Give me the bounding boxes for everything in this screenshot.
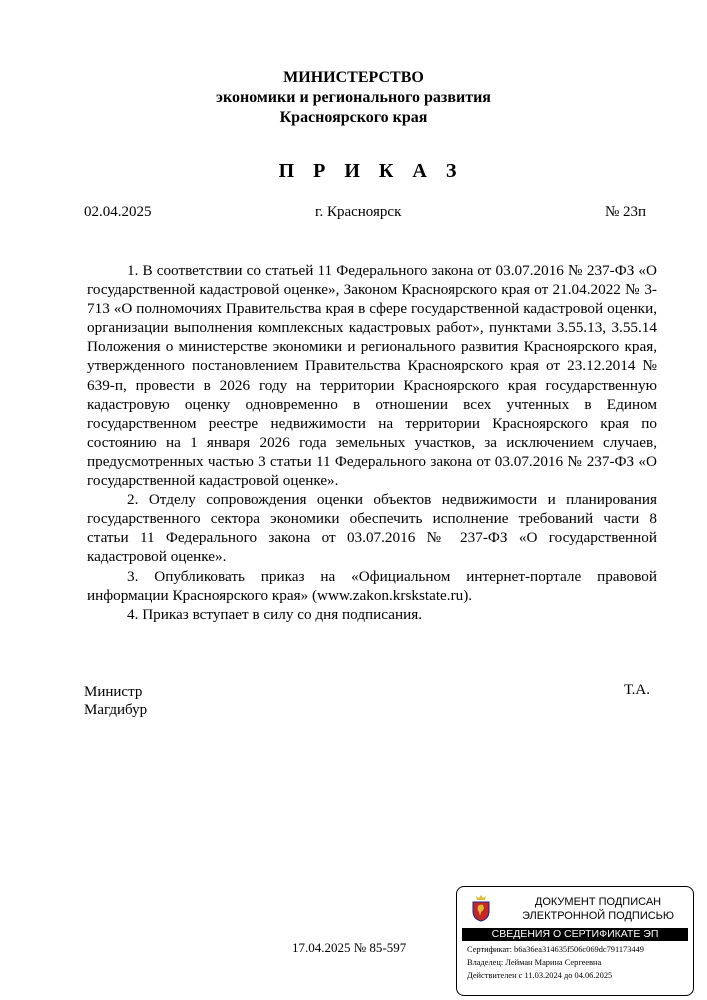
signer-title: Министр: [84, 684, 143, 700]
header-line-1: МИНИСТЕРСТВО: [283, 69, 424, 86]
signer-surname: Магдибур: [84, 702, 148, 718]
ministry-header: [0, 68, 707, 128]
header-line-2: экономики и регионального развития: [216, 89, 491, 106]
order-city: г. Красноярск: [315, 204, 402, 220]
order-number: № 23п: [605, 204, 647, 220]
stamp-title-line-1: ДОКУМЕНТ ПОДПИСАН: [534, 896, 662, 908]
stamp-title-line-2: ЭЛЕКТРОННОЙ ПОДПИСЬЮ: [521, 910, 675, 922]
order-body: [87, 261, 657, 624]
document-title: П Р И К А З: [278, 160, 464, 182]
electronic-signature-stamp: [456, 886, 694, 996]
paragraph-2: 2. Отделу сопровождения оценки объектов недвижимости и планирования государственного сектора экономики обеспечить исполнение требований части 8 статьи 11 Федерального закона от 03.07.2016 № 237-ФЗ «О государственной кадастровой оценке».: [87, 491, 657, 566]
paragraph-3: 3. Опубликовать приказ на «Официальном интернет-портале правовой информации Красноярского края» (www.zakon.krskstate.ru).: [87, 567, 657, 604]
stamp-certificate-header: СВЕДЕНИЯ О СЕРТИФИКАТЕ ЭП: [462, 928, 688, 941]
header-line-3: Красноярского края: [279, 109, 428, 126]
stamp-certificate: Сертификат: b6a36ea314635f506c069dc791173449: [467, 945, 644, 954]
stamp-owner: Владелец: Лейман Марина Сергеевна: [467, 958, 602, 967]
registration-number: 17.04.2025 № 85-597: [292, 940, 407, 955]
order-date: 02.04.2025: [84, 204, 152, 220]
stamp-validity: Действителен с 11.03.2024 до 04.06.2025: [467, 971, 613, 980]
krasnoyarsk-coat-of-arms-icon: [471, 894, 491, 922]
paragraph-1: 1. В соответствии со статьей 11 Федерального закона от 03.07.2016 № 237-ФЗ «О государственной кадастровой оценке», Законом Красноярского края от 21.04.2022 № 3-713 «О полномочиях Правительства края в сфере государственной кадастровой оценки, организации выполнения комплексных кадастровых работ», пунктами 3.55.13, 3.55.14 Положения о министерстве экономики и регионального развития Красноярского края, утвержденного постановлением Правительства Красноярского края от 23.12.2014 № 639-п, провести в 2026 году на территории Красноярского края государственную кадастровую оценку одновременно в отношении всех учтенных в Едином государственном реестре недвижимости на территории Красноярского края по состоянию на 1 января 2026 года земельных участков, за исключением случаев, предусмотренных частью 3 статьи 11 Федерального закона от 03.07.2016 № 237-ФЗ «О государственной кадастровой оценке».: [87, 262, 657, 490]
paragraph-4: 4. Приказ вступает в силу со дня подписания.: [127, 605, 423, 623]
signer-initials: Т.А.: [624, 682, 650, 698]
